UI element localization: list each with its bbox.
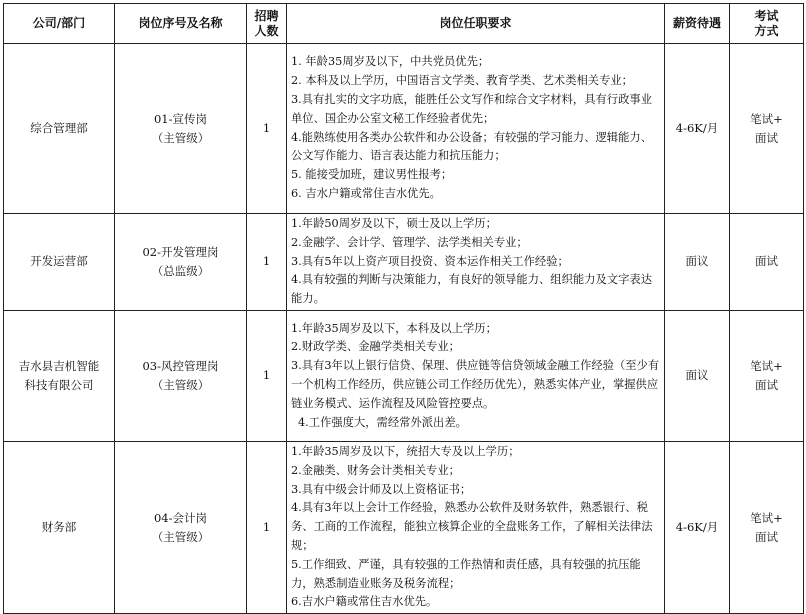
table-row <box>4 214 804 311</box>
company-line1: 吉水县吉机智能 <box>18 358 100 373</box>
requirement-item: 1.年龄50周岁及以下，硕士及以上学历； <box>291 217 497 230</box>
company-line2: 科技有限公司 <box>24 377 94 392</box>
recruitment-table <box>3 3 804 614</box>
requirement-item: 1. 年龄35周岁及以下，中共党员优先； <box>291 55 490 69</box>
position-name: 01-宣传岗 <box>153 111 208 126</box>
header-position: 岗位序号及名称 <box>115 4 247 44</box>
headcount-cell: 1 <box>247 310 287 441</box>
position-level: （主管级） <box>151 130 210 145</box>
requirement-item: 3.具有5年以上资产项目投资、资本运作相关工作经验； <box>291 254 569 268</box>
company-cell <box>4 310 115 441</box>
salary-cell: 4-6K/月 <box>665 44 730 214</box>
requirement-item: 2.财政学类、金融学类相关专业； <box>291 340 460 354</box>
requirement-item: 3.具有中级会计师及以上资格证书； <box>291 482 472 496</box>
requirement-item: 3.具有3年以上银行信贷、保理、供应链等信贷领域金融工作经验（至少有一个机构工作经历，供应链公司工作经历优先），熟悉实体产业，掌握供应链业务模式、运作流程及风险管控要点。 <box>291 359 660 410</box>
position-level: （总监级） <box>151 263 210 278</box>
exam-line2: 面试 <box>755 130 778 145</box>
requirements-cell <box>287 441 665 613</box>
requirement-item: 6.吉水户籍或常住吉水优先。 <box>291 595 438 609</box>
requirement-item: 4.具有3年以上会计工作经验，熟悉办公软件及财务软件，熟悉银行、税务、工商的工作流程，能独立核算企业的全盘账务工作，了解相关法律法规； <box>291 501 653 552</box>
requirement-item: 2.金融类、财务会计类相关专业； <box>291 463 460 477</box>
position-cell <box>115 44 247 214</box>
requirements-cell <box>287 310 665 441</box>
exam-line1: 笔试+ <box>750 358 783 373</box>
exam-line1: 笔试+ <box>750 510 783 525</box>
salary-cell: 面议 <box>665 214 730 311</box>
salary-cell: 面议 <box>665 310 730 441</box>
position-cell <box>115 214 247 311</box>
company-cell: 综合管理部 <box>4 44 115 214</box>
requirement-item: 3.具有扎实的文字功底，能胜任公文写作和综合文字材料，具有行政事业单位、国企办公室文秘工作经验者优先； <box>291 92 652 125</box>
position-level: （主管级） <box>151 377 210 392</box>
table-row <box>4 310 804 441</box>
company-cell: 开发运营部 <box>4 214 115 311</box>
requirement-item: 5.工作细致、严谨，具有较强的工作热情和责任感，具有较强的抗压能力，熟悉制造业账务及税务流程； <box>291 557 641 590</box>
position-cell <box>115 310 247 441</box>
exam-cell <box>730 310 804 441</box>
position-name: 04-会计岗 <box>153 510 208 525</box>
position-name: 02-开发管理岗 <box>142 244 219 259</box>
requirement-item: 4.工作强度大，需经常外派出差。 <box>298 415 467 429</box>
requirement-item: 4.具有较强的判断与决策能力，有良好的领导能力、组织能力及文字表达能力。 <box>291 273 652 306</box>
header-exam <box>730 4 804 44</box>
exam-line2: 面试 <box>755 529 778 544</box>
exam-cell <box>730 441 804 613</box>
headcount-cell: 1 <box>247 214 287 311</box>
exam-line2: 面试 <box>755 377 778 392</box>
headcount-cell: 1 <box>247 441 287 613</box>
header-row <box>4 4 804 44</box>
salary-cell: 4-6K/月 <box>665 441 730 613</box>
table-row <box>4 44 804 214</box>
header-exam-line2: 方式 <box>754 23 779 38</box>
header-headcount-line2: 人数 <box>254 23 279 38</box>
requirements-cell <box>287 44 665 214</box>
header-requirements: 岗位任职要求 <box>287 4 665 44</box>
header-headcount <box>247 4 287 44</box>
position-name: 03-风控管理岗 <box>142 358 219 373</box>
requirement-item: 2. 本科及以上学历，中国语言文学类、教育学类、艺术类相关专业； <box>291 74 633 88</box>
table-row <box>4 441 804 613</box>
company-cell: 财务部 <box>4 441 115 613</box>
header-exam-line1: 考试 <box>754 8 779 23</box>
position-cell <box>115 441 247 613</box>
requirement-item: 4.能熟练使用各类办公软件和办公设备；有较强的学习能力、逻辑能力、公文写作能力、语言表达能力和抗压能力； <box>291 130 652 163</box>
requirement-item: 6. 吉水户籍或常住吉水优先。 <box>291 186 441 200</box>
exam-cell <box>730 44 804 214</box>
requirements-cell <box>287 214 665 311</box>
headcount-cell: 1 <box>247 44 287 214</box>
exam-line1: 笔试+ <box>750 111 783 126</box>
requirement-item: 2.金融学、会计学、管理学、法学类相关专业； <box>291 235 528 249</box>
requirement-item: 1.年龄35周岁及以下，本科及以上学历； <box>291 321 497 335</box>
header-salary: 薪资待遇 <box>665 4 730 44</box>
requirement-item: 1.年龄35周岁及以下，统招大专及以上学历； <box>291 444 520 458</box>
requirement-item: 5. 能接受加班，建议男性报考； <box>291 168 453 182</box>
position-level: （主管级） <box>151 529 210 544</box>
header-headcount-line1: 招聘 <box>254 8 279 23</box>
exam-cell: 面试 <box>730 214 804 311</box>
header-company: 公司/部门 <box>4 4 115 44</box>
